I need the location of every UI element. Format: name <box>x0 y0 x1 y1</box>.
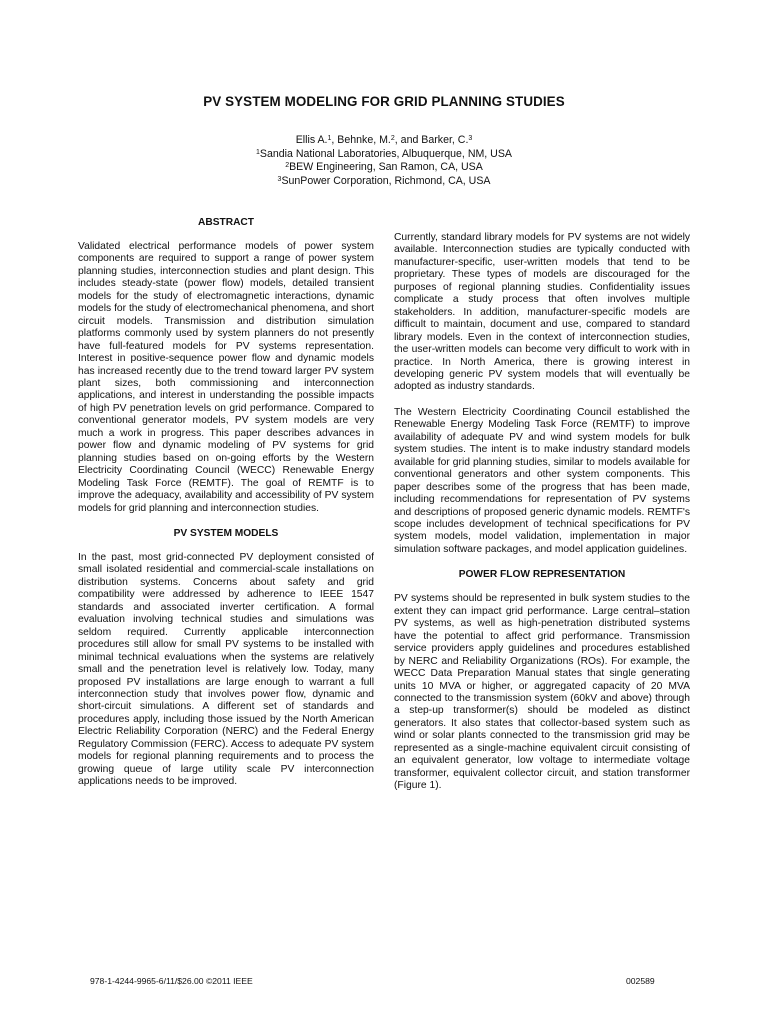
author-superscript: 3 <box>468 135 473 142</box>
author-block <box>0 134 768 188</box>
page-number: 002589 <box>626 976 655 986</box>
affiliation: BEW Engineering, San Ramon, CA, USA <box>289 161 483 174</box>
paragraph: The Western Electricity Coordinating Council established the Renewable Energy Modeling Task Force (REMTF) to improve availability of adequate PV and wind system models for bulk system studies. The intent is to make industry standard models available for grid planning studies, similar to models available for conventional generators and other system components. This paper describes some of the progress that has been made, including recommendations for representation of PV systems and descriptions of proposed generic dynamic models. REMTF's scope includes development of technical specifications for PV system models, model validation, implementation in major simulation software packages, and model application guidelines. <box>394 406 690 555</box>
paper-title: PV SYSTEM MODELING FOR GRID PLANNING STUDIES <box>203 94 565 109</box>
right-column <box>394 232 690 806</box>
author-name: Ellis A. <box>295 134 328 146</box>
abstract-text: Validated electrical performance models of power system components are required to support a range of power system planning studies, interconnection studies and plant design. This includes steady-state (power flow) models, detailed transient models for the study of electromagnetic interactions, dynamic models for the study of electromechanical phenomena, and short circuit models. Transmission and distribution simulation platforms commonly used by system planners do not presently have full-featured models for PV systems representation. Interest in positive-sequence power flow and dynamic models has increased recently due to the trend toward larger PV system plant sizes, both commissioning and interconnection applications, and interest in understanding the possible impacts of high PV penetration levels on grid performance. Compared to conventional generator models, PV system models are very much a work in progress. This paper describes advances in power flow and dynamic modeling of PV systems for grid planning studies based on on-going efforts by the Western Electricity Coordinating Council (WECC) Renewable Energy Modeling Task Force (REMTF). The goal of REMTF is to improve the adequacy, availability and accessibility of PV system models for grid planning and interconnection studies. <box>78 241 374 514</box>
author-name: and Barker, C. <box>400 134 469 146</box>
affiliation: Sandia National Laboratories, Albuquerque, NM, USA <box>259 147 512 160</box>
affiliation: SunPower Corporation, Richmond, CA, USA <box>281 174 491 187</box>
affiliation-line <box>0 148 768 162</box>
affiliation-superscript: 3 <box>277 175 282 183</box>
affiliation-line <box>0 161 768 175</box>
paragraph: Currently, standard library models for PV systems are not widely available. Interconnection studies are typically conducted with manufacturer-specific, user-written models that tend to be proprietary. These types of models are discouraged for the purposes of regional planning studies. Confidentiality issues complicate a study process that often involves multiple stakeholders. In addition, manufacturer-specific models are difficult to maintain, document and use, compared to standard library models. Even in the context of interconnection studies, the user-written models can become very difficult to work with in practice. In North America, there is growing interest in developing generic PV system models that will eventually be adopted as industry standards. <box>394 232 690 393</box>
affiliation-line <box>0 175 768 189</box>
author-name: Behnke, M. <box>337 134 391 146</box>
affiliation-superscript: 2 <box>285 162 290 170</box>
author-superscript: 2 <box>390 135 395 142</box>
power-flow-text: PV systems should be represented in bulk system studies to the extent they can impact grid performance. Large central–station PV systems, as well as high-penetration distributed systems have the potential to affect grid performance. Transmission service providers apply guidelines and procedures established by NERC and Reliability Organizations (ROs). For example, the WECC Data Preparation Manual states that single generating units 10 MVA or higher, or aggregated capacity of 20 MVA connected to the transmission system (60kV and above) through a step-up transformer(s) should be modeled as distinct generators. It also states that collector-based system such as wind or solar plants connected to the transmission grid may be represented as a single-machine equivalent circuit consisting of an equivalent generator, low voltage to intermediate voltage transformer, equivalent collector circuit, and station transformer (Figure 1). <box>394 593 690 792</box>
left-column <box>78 217 374 802</box>
affiliation-superscript: 1 <box>256 148 260 156</box>
abstract-heading: ABSTRACT <box>197 217 255 228</box>
pv-system-models-heading: PV SYSTEM MODELS <box>173 527 279 539</box>
power-flow-heading: POWER FLOW REPRESENTATION <box>458 569 626 581</box>
pv-system-models-text: In the past, most grid-connected PV deployment consisted of small isolated residential and commercial-scale installations on distribution systems. Concerns about safety and grid compatibility were addressed by adherence to IEEE 1547 standards and associated inverter certification. A formal evaluation involving technical studies and simulations was seldom required. Currently applicable interconnection procedures still allow for small PV systems to be installed with minimal technical evaluations when the systems are relatively small and the penetration level is relatively low. Today, many proposed PV installations are large enough to warrant a full interconnection study that involves power flow, dynamic and short-circuit simulations. A different set of standards and procedures apply, including those issued by the North American Electric Reliability Corporation (NERC) and the Federal Energy Regulatory Commission (FERC). Access to adequate PV system models for regional planning requirements and to process the growing queue of large utility scale PV interconnection applications needs to be improved. <box>78 551 374 788</box>
author-superscript: 1 <box>327 135 332 142</box>
author-line: Ellis A.$^1$, Behnke, M.$^2$, and Barker, C.$^3$ <box>295 134 473 146</box>
footer-copyright: 978-1-4244-9965-6/11/$26.00 ©2011 IEEE <box>90 976 253 986</box>
